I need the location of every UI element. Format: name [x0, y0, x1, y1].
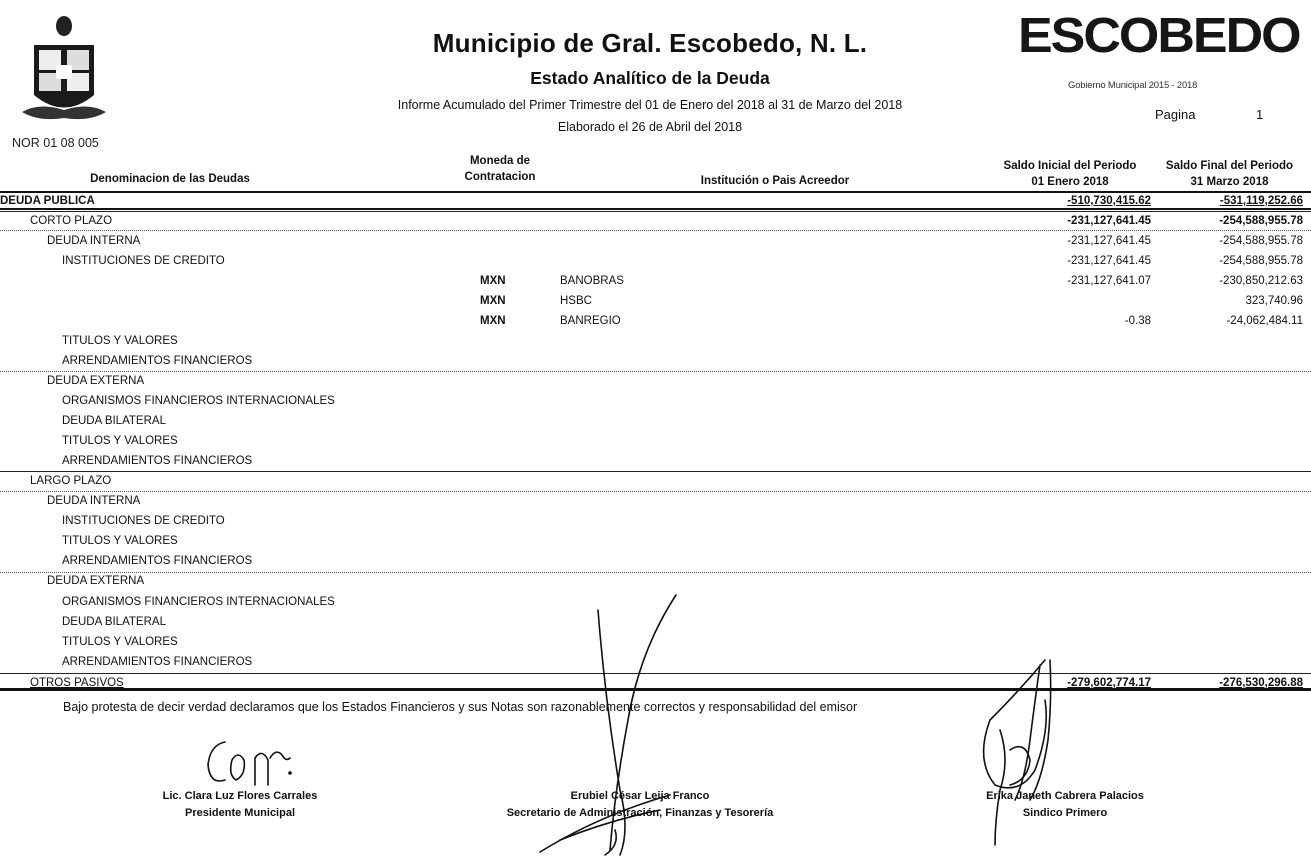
- column-header-moneda-line2: Contratacion: [464, 171, 536, 183]
- table-row: [0, 431, 1311, 451]
- saldo-final-value: -230,850,212.63: [1219, 275, 1303, 287]
- row-label: ARRENDAMIENTOS FINANCIEROS: [62, 455, 253, 467]
- saldo-final-value: -254,588,955.78: [1219, 215, 1303, 227]
- document-title: Municipio de Gral. Escobedo, N. L.: [432, 28, 868, 58]
- table-row: [0, 612, 1311, 632]
- institution: BANOBRAS: [560, 275, 624, 287]
- row-label: INSTITUCIONES DE CREDITO: [62, 515, 225, 527]
- table-row: [0, 531, 1311, 551]
- table-row: [0, 211, 1311, 231]
- column-header-moneda-line1: Moneda de: [469, 155, 531, 167]
- currency: MXN: [480, 315, 506, 327]
- table-row: [0, 471, 1311, 491]
- table-row: [0, 632, 1311, 652]
- table-row: [0, 331, 1311, 351]
- saldo-inicial-value: -510,730,415.62: [1067, 195, 1151, 207]
- column-header-saldo-final: [1152, 158, 1307, 190]
- table-row: [0, 391, 1311, 411]
- saldo-final-value: 323,740.96: [1245, 295, 1303, 307]
- saldo-final-value: -276,530,296.88: [1219, 677, 1303, 689]
- table-row: [0, 491, 1311, 511]
- column-header-institucion: Institución o Pais Acreedor: [700, 175, 850, 187]
- row-label: ARRENDAMIENTOS FINANCIEROS: [62, 555, 253, 567]
- row-label: DEUDA INTERNA: [47, 235, 141, 247]
- row-label: ARRENDAMIENTOS FINANCIEROS: [62, 355, 253, 367]
- table-row: [0, 371, 1311, 391]
- row-label: DEUDA EXTERNA: [47, 375, 145, 387]
- signatory-title: Presidente Municipal: [184, 807, 296, 819]
- saldo-inicial-value: -231,127,641.45: [1067, 215, 1151, 227]
- saldo-final-value: -24,062,484.11: [1226, 315, 1303, 327]
- municipal-crest-logo: [14, 10, 114, 135]
- row-label: TITULOS Y VALORES: [62, 335, 178, 347]
- elaborated-date: Elaborado el 26 de Abril del 2018: [557, 120, 743, 134]
- row-label: ORGANISMOS FINANCIEROS INTERNACIONALES: [62, 596, 335, 608]
- row-label: TITULOS Y VALORES: [62, 435, 178, 447]
- column-header-saldo-final-line2: 31 Marzo 2018: [1190, 176, 1269, 188]
- table-row: [0, 571, 1311, 591]
- table-row: [0, 411, 1311, 431]
- table-row: [0, 251, 1311, 271]
- table-row: [0, 592, 1311, 612]
- currency: MXN: [480, 275, 506, 287]
- table-row: [0, 231, 1311, 251]
- saldo-final-value: -254,588,955.78: [1219, 255, 1303, 267]
- document-subtitle: Estado Analítico de la Deuda: [530, 68, 770, 88]
- column-header-denominacion: Denominacion de las Deudas: [90, 173, 250, 185]
- table-row: [0, 291, 1311, 311]
- escobedo-brand-logo: ESCOBEDO: [1018, 8, 1300, 64]
- brand-subtitle: Gobierno Municipal 2015 - 2018: [1068, 80, 1198, 91]
- signatory-name: Erika Janeth Cabrera Palacios: [986, 790, 1144, 802]
- institution: BANREGIO: [560, 315, 621, 327]
- saldo-inicial-value: -231,127,641.07: [1067, 275, 1151, 287]
- column-header-saldo-final-line1: Saldo Final del Periodo: [1165, 160, 1294, 172]
- table-row: [0, 511, 1311, 531]
- saldo-inicial-value: -279,602,774.17: [1067, 677, 1151, 689]
- document-code: NOR 01 08 005: [12, 136, 99, 150]
- institution: HSBC: [560, 295, 592, 307]
- row-label: TITULOS Y VALORES: [62, 535, 178, 547]
- saldo-final-value: -531,119,252.66: [1219, 195, 1303, 207]
- disclaimer-text: Bajo protesta de decir verdad declaramos que los Estados Financieros y sus Notas son razonablemente correctos y responsabilidad del emisor: [63, 700, 858, 714]
- row-label: LARGO PLAZO: [30, 475, 112, 487]
- column-header-saldo-inicial-line1: Saldo Inicial del Periodo: [1003, 160, 1137, 172]
- row-label: ORGANISMOS FINANCIEROS INTERNACIONALES: [62, 395, 335, 407]
- row-label: TITULOS Y VALORES: [62, 636, 178, 648]
- table-row: [0, 551, 1311, 571]
- column-header-moneda: [450, 153, 550, 185]
- page-number: 1: [1256, 107, 1264, 122]
- saldo-final-value: -254,588,955.78: [1219, 235, 1303, 247]
- row-label: OTROS PASIVOS: [30, 677, 124, 689]
- table-row: [0, 191, 1311, 211]
- signatory-name: Erubiel César Leija Franco: [570, 790, 710, 802]
- page-label: Pagina: [1155, 107, 1196, 122]
- table-row: [0, 673, 1311, 693]
- table-row: [0, 271, 1311, 291]
- table-row: [0, 451, 1311, 471]
- table-row: [0, 652, 1311, 672]
- column-header-saldo-inicial: [990, 158, 1150, 190]
- currency: MXN: [480, 295, 506, 307]
- saldo-inicial-value: -231,127,641.45: [1067, 235, 1151, 247]
- row-label: DEUDA EXTERNA: [47, 575, 145, 587]
- column-header-saldo-inicial-line2: 01 Enero 2018: [1031, 176, 1109, 188]
- row-label: DEUDA PUBLICA: [0, 195, 95, 207]
- row-label: DEUDA INTERNA: [47, 495, 141, 507]
- table-row: [0, 351, 1311, 371]
- saldo-inicial-value: -231,127,641.45: [1067, 255, 1151, 267]
- signatory-title: Secretario de Administración, Finanzas y Tesorería: [506, 807, 774, 819]
- row-label: ARRENDAMIENTOS FINANCIEROS: [62, 656, 253, 668]
- row-label: DEUDA BILATERAL: [62, 616, 166, 628]
- row-label: CORTO PLAZO: [30, 215, 113, 227]
- signatory-title: Sindico Primero: [1022, 807, 1108, 819]
- signatory-name: Lic. Clara Luz Flores Carrales: [162, 790, 318, 802]
- row-label: DEUDA BILATERAL: [62, 415, 166, 427]
- report-range: Informe Acumulado del Primer Trimestre del 01 de Enero del 2018 al 31 de Marzo del 2018: [397, 98, 903, 112]
- row-label: INSTITUCIONES DE CREDITO: [62, 255, 225, 267]
- saldo-inicial-value: -0.38: [1124, 315, 1151, 327]
- table-row: [0, 311, 1311, 331]
